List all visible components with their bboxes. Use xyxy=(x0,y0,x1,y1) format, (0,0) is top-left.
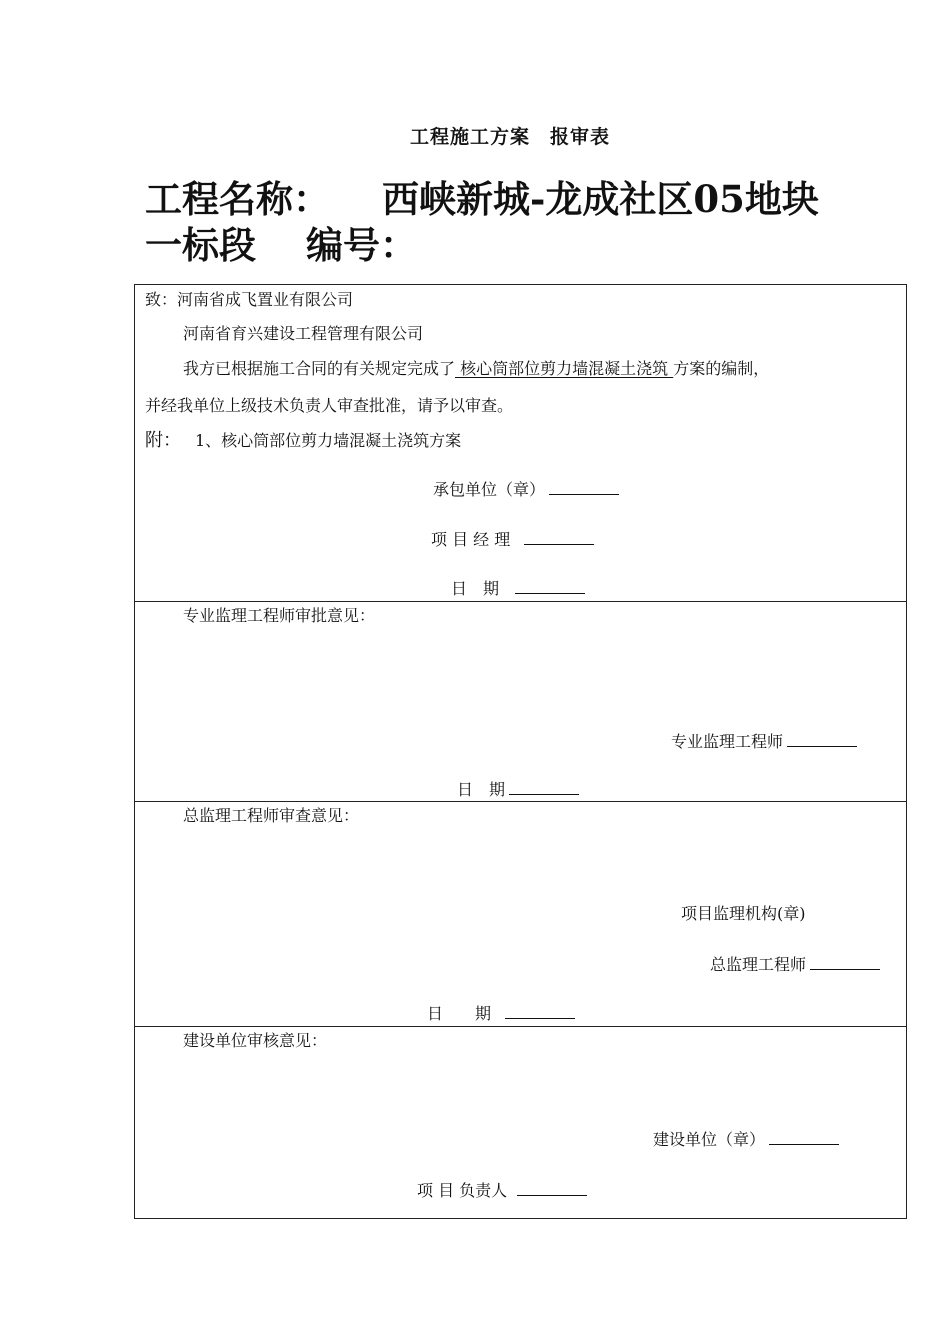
specialist-heading: 专业监理工程师审批意见： xyxy=(183,606,376,625)
specialist-date-blank[interactable] xyxy=(509,780,579,795)
scheme-name: 核心筒部位剪力墙混凝土浇筑 xyxy=(455,359,674,378)
chief-date-blank[interactable] xyxy=(505,1004,575,1019)
specialist-signature: 专业监理工程师 xyxy=(671,732,857,752)
chief-signature: 总监理工程师 xyxy=(710,955,880,975)
owner-unit-blank[interactable] xyxy=(769,1130,839,1145)
submission-body-line-1: 我方已根据施工合同的有关规定完成了 核心筒部位剪力墙混凝土浇筑 方案的编制， xyxy=(183,359,770,378)
supervision-org-seal: 项目监理机构(章) xyxy=(681,904,806,923)
chief-signature-blank[interactable] xyxy=(810,955,880,970)
project-name-block xyxy=(145,176,905,268)
project-section: 一标段 xyxy=(145,223,256,267)
submission-body-line-2: 并经我单位上级技术负责人审查批准，请予以审查。 xyxy=(145,396,514,415)
owner-heading: 建设单位审核意见： xyxy=(183,1031,328,1050)
chief-review-section xyxy=(135,801,906,1026)
project-name: 西峡新城-龙成社区05地块 xyxy=(382,177,819,221)
project-label: 工程名称： xyxy=(145,177,330,221)
owner-review-section xyxy=(135,1026,906,1218)
submission-section xyxy=(135,285,906,601)
contractor-signature: 承包单位（章） xyxy=(433,480,619,500)
approval-form-table xyxy=(134,284,907,1219)
owner-leader-blank[interactable] xyxy=(517,1181,587,1196)
chief-heading: 总监理工程师审查意见： xyxy=(183,806,360,825)
owner-unit-seal: 建设单位（章） xyxy=(653,1130,839,1150)
specialist-date: 日 期 xyxy=(457,780,579,800)
document-title: 工程施工方案 报审表 xyxy=(409,126,610,148)
owner-leader-signature: 项 目 负责人 xyxy=(417,1181,587,1201)
specialist-signature-blank[interactable] xyxy=(787,732,857,747)
specialist-review-section xyxy=(135,601,906,801)
attachment-line: 附： 1、核心筒部位剪力墙混凝土浇筑方案 xyxy=(145,430,462,451)
contractor-signature-blank[interactable] xyxy=(549,480,619,495)
number-label: 编号： xyxy=(306,223,417,267)
chief-date: 日 期 xyxy=(427,1004,575,1024)
recipient-line-1: 致：河南省成飞置业有限公司 xyxy=(145,290,354,309)
submission-date: 日 期 xyxy=(451,579,585,599)
project-manager-signature: 项 目 经 理 xyxy=(431,530,594,550)
project-manager-blank[interactable] xyxy=(524,530,594,545)
submission-date-blank[interactable] xyxy=(515,579,585,594)
recipient-line-2: 河南省育兴建设工程管理有限公司 xyxy=(183,324,424,343)
